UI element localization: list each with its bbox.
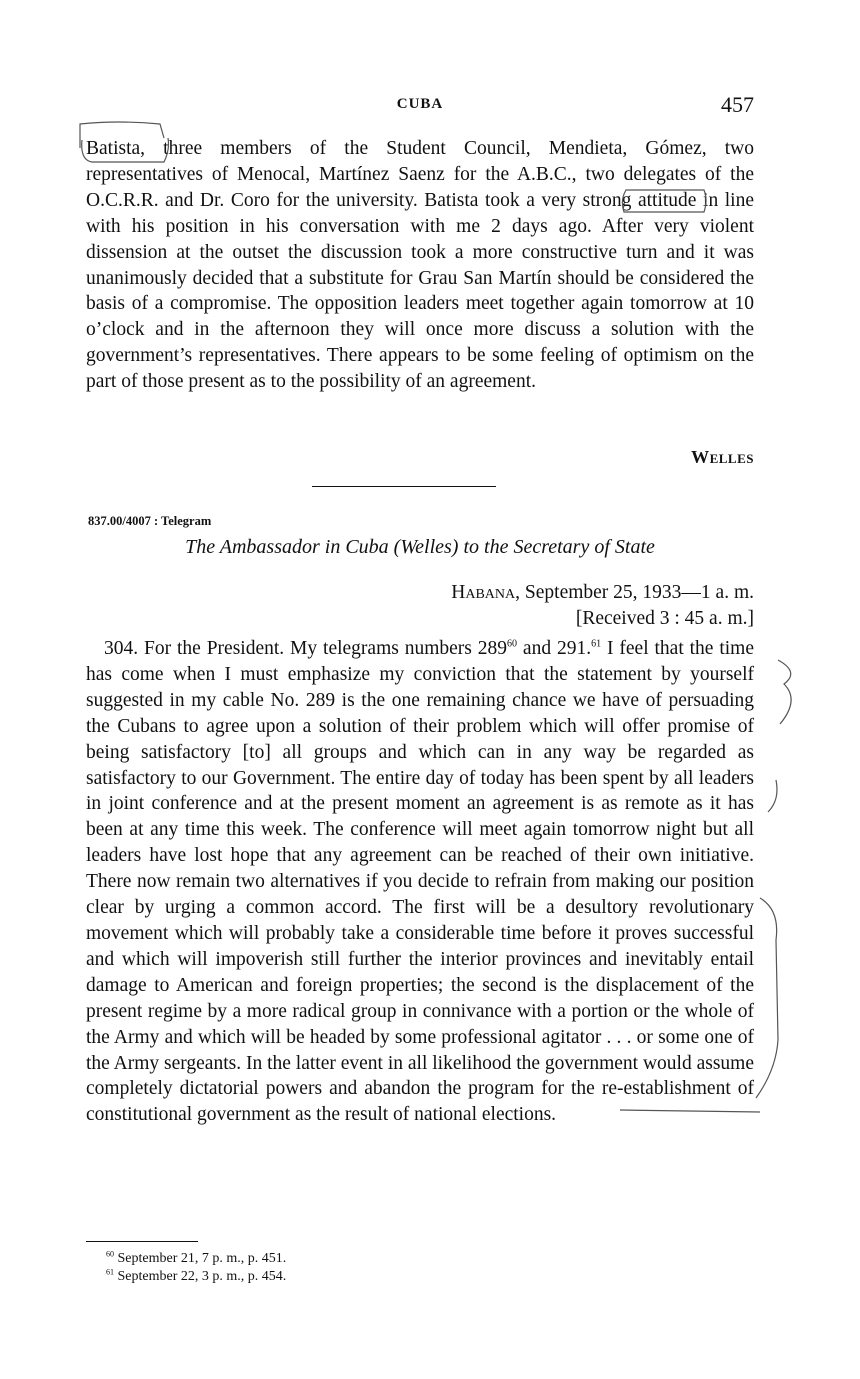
file-reference: 837.00/4007 : Telegram	[88, 514, 212, 528]
footnote-ref-60: 60	[507, 638, 518, 650]
telegram-paragraph	[86, 636, 754, 1128]
footnote-mark: 60	[106, 1249, 114, 1259]
continuation-text	[86, 136, 754, 395]
telegram-body: I feel that the time has come when I must emphasize my conviction that the statement by yourself suggested in my cable No. 289 is the one remaining chance we have of persuading the Cubans to agree upon a solution of their problem which will offer promise of being satisfactory [to] all groups and which can in any way be regarded as satisfactory to our Government. The entire day of today has been spent by all leaders in joint conference and at the present moment an agreement is as remote as it has been at any time this week. The conference will meet again tomorrow night but all leaders have lost hope that any agreement can be reached of their own initiative. There now remain two alternatives if you decide to refrain from making our position clear by urging a common accord. The first will be a desultory revolutionary movement which will probably take a considerable time before it proves successful and which will impoverish still further the interior provinces and inevitably entail damage to American and foreign properties; the second is the displacement of the present regime by a more radical group in connivance with a portion or the whole of the Army and which will be headed by some professional agitator . . . or some one of the Army sergeants. In the latter event in all likelihood the government would assume completely dictatorial powers and abandon the program for the re-establishment of constitutional government as the result of national elections.	[86, 638, 755, 1126]
dateline	[451, 580, 754, 632]
page-number: 457	[721, 92, 754, 117]
section-divider	[312, 486, 496, 487]
footnote-61	[106, 1268, 286, 1286]
running-head	[86, 92, 754, 118]
footnotes	[106, 1250, 286, 1286]
telegram-and: and 291.	[517, 638, 592, 659]
margin-bracket-lower	[756, 898, 778, 1098]
footnote-text: September 22, 3 p. m., p. 454.	[114, 1269, 287, 1284]
telegram-intro: 304. For the President. My telegrams numbers 289	[104, 638, 508, 659]
running-title: CUBA	[396, 96, 444, 112]
dateline-date: September 25, 1933—1 a. m.	[520, 582, 754, 603]
telegram-title: The Ambassador in Cuba (Welles) to the Secretary of State	[185, 536, 655, 558]
footnote-rule	[86, 1241, 198, 1242]
footnote-60	[106, 1250, 286, 1268]
signature: Welles	[691, 447, 754, 467]
footnote-text: September 21, 7 p. m., p. 451.	[114, 1251, 287, 1266]
dateline-received: [Received 3 : 45 a. m.]	[575, 608, 754, 629]
dateline-place: Habana,	[451, 582, 521, 603]
footnote-ref-61: 61	[591, 638, 602, 650]
footnote-mark: 61	[106, 1267, 114, 1277]
telegram-text	[86, 636, 754, 1128]
margin-bracket-upper	[778, 660, 791, 724]
margin-mark-small	[768, 780, 777, 812]
continuation-paragraph: Batista, three members of the Student Council, Mendieta, Gómez, two representatives of Menocal, Martínez Saenz for the A.B.C., two delegates of the O.C.R.R. and Dr. Coro for the university. Batista took a very strong attitude in line with his position in his conversation with me 2 days ago. After very violent dissension at the outset the discussion took a more constructive turn and it was unanimously decided that a substitute for Grau San Martín should be considered the basis of a compromise. The opposition leaders meet together again tomorrow at 10 o’clock and in the afternoon they will once more discuss a solution with the government’s representatives. There appears to be some feeling of optimism on the part of those present as to the possibility of an agreement.	[86, 138, 754, 393]
dateline-sent	[451, 580, 754, 606]
